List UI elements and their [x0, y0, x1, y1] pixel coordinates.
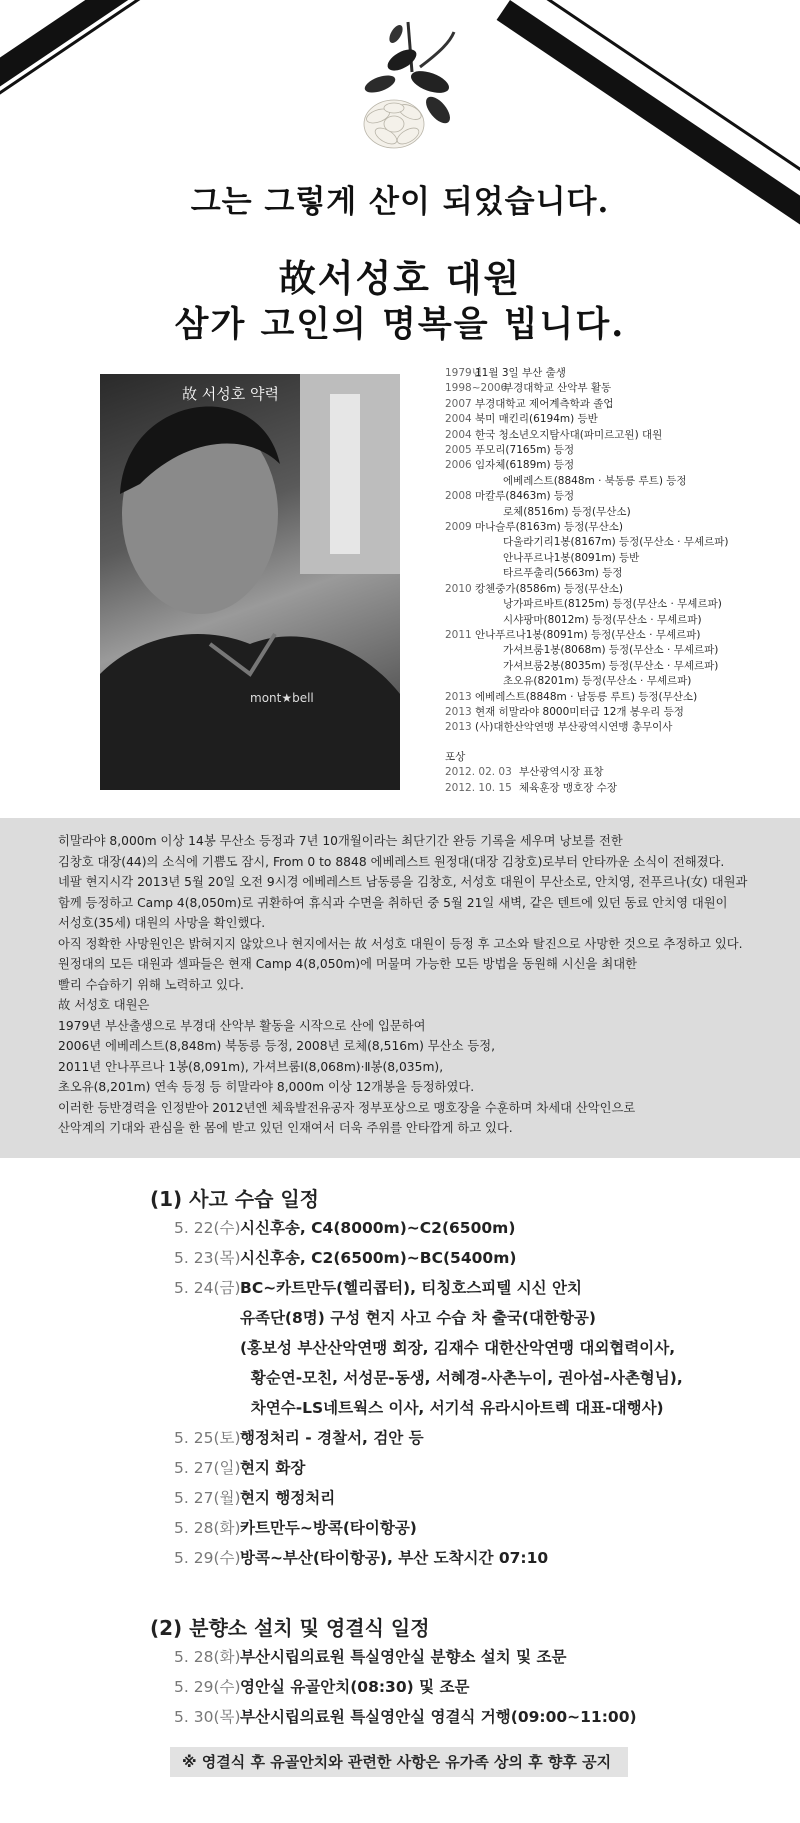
- photo-label: 故 서성호 약력: [182, 385, 279, 403]
- bio-year: 2006: [445, 459, 472, 472]
- bio-text: (사)대한산악연맹 부산광역시연맹 총무이사: [475, 721, 673, 734]
- bio-year: [445, 674, 503, 689]
- bio-text: 타르푸출리(5663m) 등정: [503, 567, 623, 580]
- schedule-date: [174, 1303, 240, 1333]
- bio-year: [445, 659, 503, 674]
- schedule-text: 차연수-LS네트웍스 이사, 서기석 유라시아트렉 대표-대행사): [240, 1399, 664, 1417]
- biography-list: [445, 366, 795, 796]
- bio-text: 가셔브룸1봉(8068m) 등정(무산소 · 무셰르파): [503, 644, 719, 657]
- bio-item: [445, 397, 795, 412]
- bio-item: [445, 566, 795, 581]
- schedule-row: [174, 1702, 637, 1732]
- portrait-photo: [100, 374, 400, 790]
- bio-text: 안나푸르나1봉(8091m) 등정(무산소 · 무셰르파): [475, 628, 701, 641]
- schedule-text: 부산시립의료원 특실영안실 분향소 설치 및 조문: [240, 1648, 567, 1666]
- schedule-date: [174, 1333, 240, 1363]
- shirt-logo: mont★bell: [250, 691, 314, 705]
- bio-text: 북미 매킨리(6194m) 등반: [475, 413, 598, 426]
- bio-year: 2008: [445, 490, 472, 503]
- summary-line: 초오유(8,201m) 연속 등정 등 히말라야 8,000m 이상 12개봉을 등정하였다.: [58, 1080, 475, 1094]
- bio-text: 낭가파르바트(8125m) 등정(무산소 · 무셰르파): [503, 598, 722, 611]
- bio-text: 시샤팡마(8012m) 등정(무산소 · 무셰르파): [503, 613, 702, 626]
- bio-year: 2010: [445, 582, 472, 595]
- award-title: 포상: [445, 750, 466, 763]
- bio-year: 2013: [445, 721, 472, 734]
- bio-item: [445, 690, 795, 705]
- schedule-text: 황순연-모친, 서성문-동생, 서혜경-사촌누이, 권아섬-사촌형님),: [240, 1369, 683, 1387]
- bio-year: 2004: [445, 413, 472, 426]
- bio-item: [445, 505, 795, 520]
- bio-item: [445, 720, 795, 735]
- bio-text: 11월 3일 부산 출생: [475, 367, 566, 379]
- bio-text: 한국 청소년오지탐사대(파미르고원) 대원: [475, 428, 663, 441]
- bio-text: 마나슬루(8163m) 등정(무산소): [475, 521, 623, 534]
- condolence-phrase: 삼가 고인의 명복을 빕니다.: [174, 304, 626, 345]
- schedule-date: 5. 25(토): [174, 1429, 241, 1447]
- schedule-date: 5. 23(목): [174, 1249, 241, 1267]
- bio-text: 임자체(6189m) 등정: [475, 459, 575, 472]
- schedule-date: 5. 28(화): [174, 1648, 241, 1666]
- award-date: 2012. 02. 03: [445, 766, 512, 779]
- bio-text: 부경대학교 산악부 활동: [503, 382, 612, 395]
- section1-title: (1) 사고 수습 일정: [150, 1187, 320, 1211]
- bio-year: 2009: [445, 521, 472, 534]
- bio-year: [445, 613, 503, 628]
- chrysanthemum-flower-icon: [350, 12, 460, 167]
- schedule-row: [174, 1513, 683, 1543]
- schedule-text: 현지 화장: [240, 1459, 306, 1477]
- summary-text: [58, 831, 793, 1139]
- bio-year: 2013: [445, 705, 472, 718]
- summary-line: 이러한 등반경력을 인정받아 2012년엔 체육발전유공자 정부포상으로 맹호장을 수훈하며 차세대 산악인으로: [58, 1100, 636, 1115]
- bio-text: 에베레스트(8848m · 남동릉 루트) 등정(무산소): [475, 690, 698, 703]
- summary-line: 산악계의 기대와 관심을 한 몸에 받고 있던 인재여서 더욱 주위를 안타깝게 하고 있다.: [58, 1121, 513, 1135]
- award-text: 부산광역시장 표창: [519, 766, 604, 779]
- bio-item: [445, 428, 795, 443]
- schedule-row: [174, 1423, 683, 1453]
- bio-text: 푸모리(7165m) 등정: [475, 444, 575, 457]
- section2-title: (2) 분향소 설치 및 영결식 일정: [150, 1616, 430, 1640]
- schedule-text: 현지 행정처리: [240, 1489, 336, 1507]
- award-text: 체육훈장 맹호장 수장: [519, 781, 617, 794]
- bio-year: [445, 597, 503, 612]
- schedule-text: 부산시립의료원 특실영안실 영결식 거행(09:00~11:00): [240, 1708, 637, 1726]
- schedule-date: 5. 24(금): [174, 1279, 241, 1297]
- schedule-text: 카트만두~방콕(타이항공): [240, 1519, 417, 1537]
- schedule-row: [174, 1243, 683, 1273]
- schedule-row: [174, 1543, 683, 1573]
- bio-item: [445, 628, 795, 643]
- bio-item: [445, 613, 795, 628]
- schedule-text: 영안실 유골안치(08:30) 및 조문: [240, 1678, 470, 1696]
- bio-item: [445, 659, 795, 674]
- schedule-row: [174, 1393, 683, 1423]
- schedule-row: [174, 1303, 683, 1333]
- schedule-text: 행정처리 - 경찰서, 검안 등: [240, 1429, 424, 1447]
- schedule-date: 5. 22(수): [174, 1219, 241, 1237]
- bio-text: 로체(8516m) 등정(무산소): [503, 505, 631, 518]
- bio-item: [445, 551, 795, 566]
- award-date: 2012. 10. 15: [445, 781, 512, 794]
- section2-schedule: [174, 1642, 637, 1732]
- bio-text: 가셔브룸2봉(8035m) 등정(무산소 · 무셰르파): [503, 659, 719, 672]
- schedule-row: [174, 1672, 637, 1702]
- award-item: [445, 765, 795, 780]
- schedule-text: 유족단(8명) 구성 현지 사고 수습 차 출국(대한항공): [240, 1309, 596, 1327]
- bio-item: [445, 381, 795, 396]
- bio-text: 부경대학교 제어계측학과 졸업: [475, 397, 614, 410]
- bio-item: [445, 520, 795, 535]
- summary-line: 히말라야 8,000m 이상 14봉 무산소 등정과 7년 10개월이라는 최단기간 완등 기록을 세우며 낭보를 전한: [58, 834, 623, 848]
- memorial-phrase: 그는 그렇게 산이 되었습니다.: [190, 184, 610, 220]
- schedule-row: [174, 1273, 683, 1303]
- bio-year: 2007: [445, 397, 472, 410]
- summary-line: 2011년 안나푸르나 1봉(8,091m), 가셔브룸Ⅰ(8,068m)·Ⅱ봉(8,035m),: [58, 1059, 444, 1074]
- bio-text: 현재 히말라야 8000미터급 12개 봉우리 등정: [475, 705, 684, 718]
- bio-item: [445, 412, 795, 427]
- bio-year: 2005: [445, 444, 472, 457]
- bio-text: 안나푸르나1봉(8091m) 등반: [503, 551, 640, 564]
- summary-line: 1979년 부산출생으로 부경대 산악부 활동을 시작으로 산에 입문하여: [58, 1018, 426, 1033]
- bio-year: 2004: [445, 428, 472, 441]
- schedule-date: 5. 30(목): [174, 1708, 241, 1726]
- bio-item: [445, 474, 795, 489]
- bio-text: 마칼루(8463m) 등정: [475, 490, 575, 503]
- schedule-row: [174, 1363, 683, 1393]
- bio-year: [445, 551, 503, 566]
- bio-year: [445, 474, 503, 489]
- schedule-date: 5. 28(화): [174, 1519, 241, 1537]
- schedule-text: 시신후송, C4(8000m)~C2(6500m): [240, 1219, 516, 1237]
- notice-banner: ※ 영결식 후 유골안치와 관련한 사항은 유가족 상의 후 향후 공지: [170, 1747, 628, 1777]
- bio-year: [445, 566, 503, 581]
- summary-line: 김창호 대장(44)의 소식에 기쁨도 잠시, From 0 to 8848 에베레스트 원정대(대장 김창호)로부터 안타까운 소식이 전해졌다.: [58, 854, 725, 869]
- schedule-date: 5. 27(월): [174, 1489, 241, 1507]
- summary-line: 네팔 현지시각 2013년 5월 20일 오전 9시경 에베레스트 남동릉을 김창호, 서성호 대원이 무산소로, 안치영, 전푸르나(女) 대원과: [58, 875, 748, 889]
- bio-item: [445, 705, 795, 720]
- bio-year: 1998~2006: [445, 382, 508, 395]
- bio-item: [445, 582, 795, 597]
- schedule-row: [174, 1213, 683, 1243]
- bio-text: 초오유(8201m) 등정(무산소 · 무셰르파): [503, 675, 692, 688]
- bio-item: [445, 489, 795, 504]
- bio-year: [445, 643, 503, 658]
- schedule-row: [174, 1453, 683, 1483]
- bio-year: 1979년: [445, 367, 482, 379]
- bio-item: [445, 443, 795, 458]
- award-item: [445, 781, 795, 796]
- deceased-name-title: 故서성호 대원: [278, 256, 522, 300]
- schedule-date: [174, 1393, 240, 1423]
- bio-item: [445, 366, 795, 381]
- bio-text: 캉첸중가(8586m) 등정(무산소): [475, 582, 623, 595]
- bio-year: [445, 535, 503, 550]
- bio-text: 에베레스트(8848m · 북동릉 루트) 등정: [503, 474, 687, 487]
- bio-item: [445, 597, 795, 612]
- summary-line: 아직 정확한 사망원인은 밝혀지지 않았으나 현지에서는 故 서성호 대원이 등정 후 고소와 탈진으로 사망한 것으로 추정하고 있다.: [58, 936, 743, 951]
- schedule-text: (홍보성 부산산악연맹 회장, 김재수 대한산악연맹 대외협력이사,: [240, 1339, 676, 1357]
- summary-line: 빨리 수습하기 위해 노력하고 있다.: [58, 977, 244, 992]
- schedule-date: 5. 29(수): [174, 1549, 241, 1567]
- bio-year: 2011: [445, 628, 472, 641]
- bio-text: 다울라기리1봉(8167m) 등정(무산소 · 무셰르파): [503, 536, 729, 549]
- bio-item: [445, 458, 795, 473]
- schedule-row: [174, 1333, 683, 1363]
- schedule-row: [174, 1642, 637, 1672]
- summary-line: 서성호(35세) 대원의 사망을 확인했다.: [58, 916, 266, 930]
- bio-year: [445, 505, 503, 520]
- bio-item: [445, 674, 795, 689]
- schedule-text: BC~카트만두(헬리콥터), 티칭호스피텔 시신 안치: [240, 1279, 582, 1297]
- section1-schedule: [174, 1213, 683, 1573]
- schedule-row: [174, 1483, 683, 1513]
- summary-line: 함께 등정하고 Camp 4(8,050m)로 귀환하여 휴식과 수면을 취하던 중 5월 21일 새벽, 같은 텐트에 있던 동료 안치영 대원이: [58, 895, 728, 910]
- schedule-text: 시신후송, C2(6500m)~BC(5400m): [240, 1249, 517, 1267]
- schedule-date: [174, 1363, 240, 1393]
- summary-line: 2006년 에베레스트(8,848m) 북동릉 등정, 2008년 로체(8,516m) 무산소 등정,: [58, 1039, 496, 1053]
- summary-line: 故 서성호 대원은: [58, 998, 150, 1012]
- schedule-date: 5. 27(일): [174, 1459, 241, 1477]
- bio-year: 2013: [445, 690, 472, 703]
- summary-line: 원정대의 모든 대원과 셀파들은 현재 Camp 4(8,050m)에 머물며 가능한 모든 방법을 동원해 시신을 최대한: [58, 957, 637, 971]
- schedule-text: 방콕~부산(타이항공), 부산 도착시간 07:10: [240, 1549, 549, 1567]
- bio-item: [445, 643, 795, 658]
- bio-item: [445, 535, 795, 550]
- schedule-date: 5. 29(수): [174, 1678, 241, 1696]
